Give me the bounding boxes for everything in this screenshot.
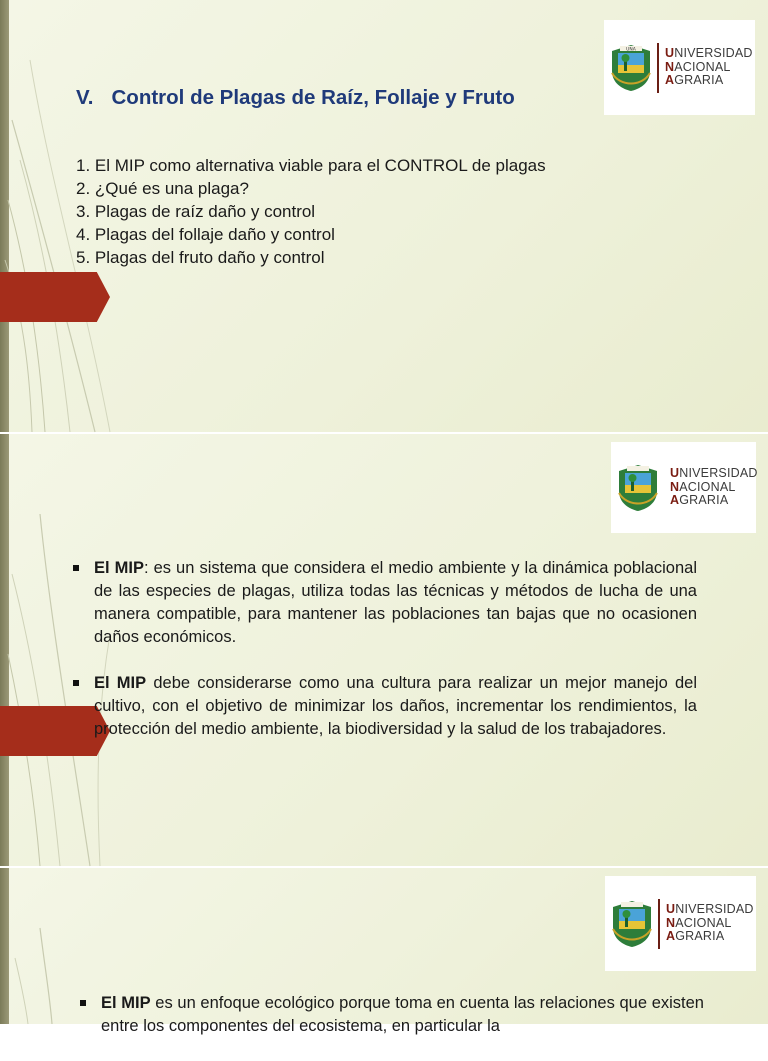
university-seal-icon	[610, 43, 652, 93]
red-tab-marker	[0, 272, 110, 322]
bullet-text: debe considerarse como una cultura para realizar un mejor manejo del cultivo, con el objetivo de minimizar los daños, incrementar los rendimientos, la protección del medio ambiente, la biodiversidad y la salud de los trabajadores.	[94, 674, 698, 738]
slide-title	[76, 86, 515, 110]
bullet-text: es un enfoque ecológico porque toma en cuenta las relaciones que existen entre los componentes del ecosistema, en particular la	[101, 994, 704, 1035]
logo-letter: U	[670, 466, 680, 481]
logo-word: GRARIA	[679, 493, 729, 508]
university-logo	[604, 20, 755, 115]
university-logo	[611, 442, 756, 533]
logo-word: ACIONAL	[679, 479, 736, 494]
logo-word: NIVERSIDAD	[674, 46, 753, 61]
logo-word: GRARIA	[674, 73, 724, 88]
bullet-item	[73, 672, 697, 741]
topic-item: 2. ¿Qué es una plaga?	[76, 179, 249, 198]
slide-1	[0, 0, 768, 432]
logo-word: NIVERSIDAD	[675, 902, 754, 917]
bullet-item	[73, 557, 697, 649]
university-logo	[605, 876, 756, 971]
logo-letter: N	[670, 479, 680, 494]
logo-wordmark	[665, 47, 753, 88]
logo-letter: A	[666, 929, 676, 944]
university-seal-icon	[617, 463, 659, 513]
bullet-bold-term: El MIP	[101, 994, 151, 1012]
logo-word: ACIONAL	[675, 915, 732, 930]
topic-list	[76, 154, 546, 269]
logo-wordmark	[670, 467, 758, 508]
slide-2	[0, 434, 768, 866]
logo-letter: U	[665, 46, 675, 61]
logo-word: ACIONAL	[674, 59, 731, 74]
bullet-bold-term: El MIP	[94, 674, 147, 692]
logo-word: GRARIA	[675, 929, 725, 944]
logo-letter: N	[665, 59, 675, 74]
topic-item: 3. Plagas de raíz daño y control	[76, 202, 316, 221]
logo-wordmark	[666, 903, 754, 944]
bullet-bold-term: El MIP	[94, 559, 144, 577]
bullet-text: : es un sistema que considera el medio ambiente y la dinámica poblacional de las especies de plagas, utiliza todas las técnicas y métodos de lucha de una manera compatible, para mantener las poblaciones tan bajas que no ocasionen daños económicos.	[94, 559, 697, 646]
logo-word: NIVERSIDAD	[679, 466, 758, 481]
title-text: Control de Plagas de Raíz, Follaje y Fruto	[111, 86, 515, 109]
logo-letter: N	[666, 915, 676, 930]
logo-letter: A	[665, 73, 675, 88]
bullet-list	[73, 557, 697, 764]
title-number: V.	[76, 86, 94, 109]
bullet-list	[80, 992, 704, 1061]
logo-letter: A	[670, 493, 680, 508]
slide-3	[0, 868, 768, 1035]
seal-text: UNA	[626, 46, 636, 52]
bullet-square-icon	[73, 680, 79, 686]
logo-letter: U	[666, 902, 676, 917]
topic-item: 4. Plagas del follaje daño y control	[76, 225, 335, 244]
topic-item: 1. El MIP como alternativa viable para el CONTROL de plagas	[76, 156, 546, 175]
university-seal-icon	[611, 899, 653, 949]
bullet-square-icon	[80, 1000, 86, 1006]
logo-divider	[657, 43, 659, 93]
bullet-item	[80, 992, 704, 1038]
bullet-square-icon	[73, 565, 79, 571]
logo-divider	[658, 899, 660, 949]
topic-item: 5. Plagas del fruto daño y control	[76, 248, 325, 267]
